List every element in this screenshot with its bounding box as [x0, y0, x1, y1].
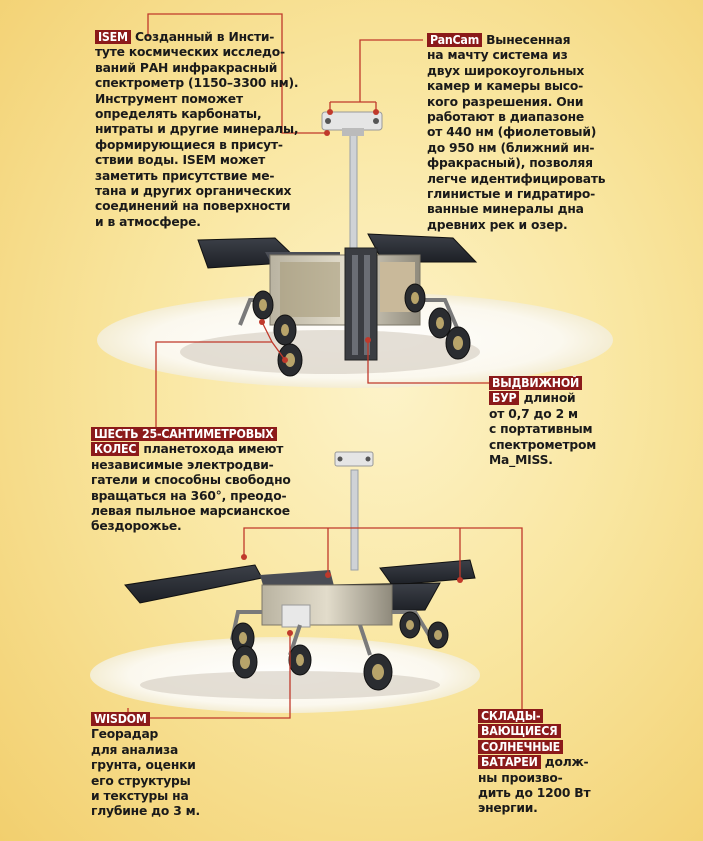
drill-line-0: длиной [523, 391, 576, 406]
isem-line-8: ствии воды. ISEM может [95, 153, 266, 168]
wheels-line-3: вращаться на 360°, преодо- [91, 488, 287, 503]
isem-line-7: формирующиеся в присут- [95, 137, 283, 152]
wisdom-line-4: и текстуры на [91, 789, 189, 804]
wisdom-line-5: глубине до 3 м. [91, 804, 200, 819]
solar-line-3: энергии. [478, 801, 538, 816]
wheels-line-4: левая пыльное марсианское [91, 504, 290, 519]
drill-line-1: от 0,7 до 2 м [489, 406, 578, 421]
pancam-line-10: глинистые и гидратиро- [427, 187, 595, 202]
pancam-line-12: древних рек и озер. [427, 217, 568, 232]
isem-tag: ISEM [95, 30, 131, 44]
solar-line-1: ны произво- [478, 770, 563, 785]
pancam-line-1: на мачту система из [427, 48, 568, 63]
isem-line-5: определять карбонаты, [95, 107, 262, 122]
leader-pancam [330, 40, 423, 112]
isem-line-11: соединений на поверхности [95, 199, 291, 214]
pancam-tag: PanCam [427, 33, 482, 47]
isem-line-1: туте космических исследо- [95, 45, 285, 60]
isem-callout [95, 30, 298, 230]
drill-line-4: Ma_MISS. [489, 453, 553, 468]
wisdom-line-1: для анализа [91, 742, 179, 757]
solar-tag-1: СКЛАДЫ- [478, 709, 543, 723]
drill-tag-1: ВЫДВИЖНОЙ [489, 376, 582, 390]
drill-line-3: спектрометром [489, 437, 597, 452]
wisdom-tag: WISDOM [91, 712, 150, 726]
solar-tag-3: СОЛНЕЧНЫЕ [478, 740, 563, 754]
wheels-line-1: независимые электродви- [91, 457, 274, 472]
drill-line-2: с портативным [489, 422, 593, 437]
wisdom-line-3: его структуры [91, 773, 191, 788]
wheels-tag-1: ШЕСТЬ 25-САНТИМЕТРОВЫХ [91, 427, 277, 441]
wheels-tag-2: КОЛЕС [91, 442, 139, 456]
wisdom-callout [91, 712, 200, 820]
pancam-line-3: камер и камеры высо- [427, 79, 583, 94]
isem-line-4: Инструмент поможет [95, 91, 243, 106]
pancam-line-11: ванные минералы дна [427, 202, 584, 217]
pancam-line-9: легче идентифицировать [427, 171, 606, 186]
isem-line-6: нитраты и другие минералы, [95, 122, 299, 137]
drill-callout [489, 376, 596, 468]
drill-tag-2: БУР [489, 391, 519, 405]
solar-line-2: дить до 1200 Вт [478, 786, 591, 801]
pancam-line-7: до 950 нм (ближний ин- [427, 140, 595, 155]
isem-line-12: и в атмосфере. [95, 214, 201, 229]
wheels-callout [91, 427, 291, 535]
solar-tag-4: БАТАРЕИ [478, 755, 541, 769]
pancam-line-4: кого разрешения. Они [427, 94, 584, 109]
pancam-line-8: фракрасный), позволяя [427, 156, 593, 171]
solar-callout [478, 709, 590, 817]
isem-line-10: тана и других органических [95, 184, 292, 199]
wheels-line-2: гатели и способны свободно [91, 473, 291, 488]
solar-line-0: долж- [544, 755, 589, 770]
wheels-line-5: бездорожье. [91, 519, 182, 534]
pancam-callout [427, 33, 605, 233]
isem-line-2: ваний РАН инфракрасный [95, 60, 278, 75]
wisdom-line-2: грунта, оценки [91, 758, 196, 773]
wisdom-line-0: Георадар [91, 727, 159, 742]
solar-tag-2: ВАЮЩИЕСЯ [478, 724, 561, 738]
isem-line-3: спектрометр (1150–3300 нм). [95, 76, 299, 91]
pancam-line-0: Вынесенная [486, 33, 571, 47]
pancam-line-6: от 440 нм (фиолетовый) [427, 125, 597, 140]
pancam-line-5: работают в диапазоне [427, 110, 585, 125]
pancam-line-2: двух широкоугольных [427, 63, 585, 78]
wheels-line-0: планетохода имеют [143, 442, 284, 457]
isem-line-0: Созданный в Инсти- [134, 30, 275, 44]
isem-line-9: заметить присутствие ме- [95, 168, 275, 183]
